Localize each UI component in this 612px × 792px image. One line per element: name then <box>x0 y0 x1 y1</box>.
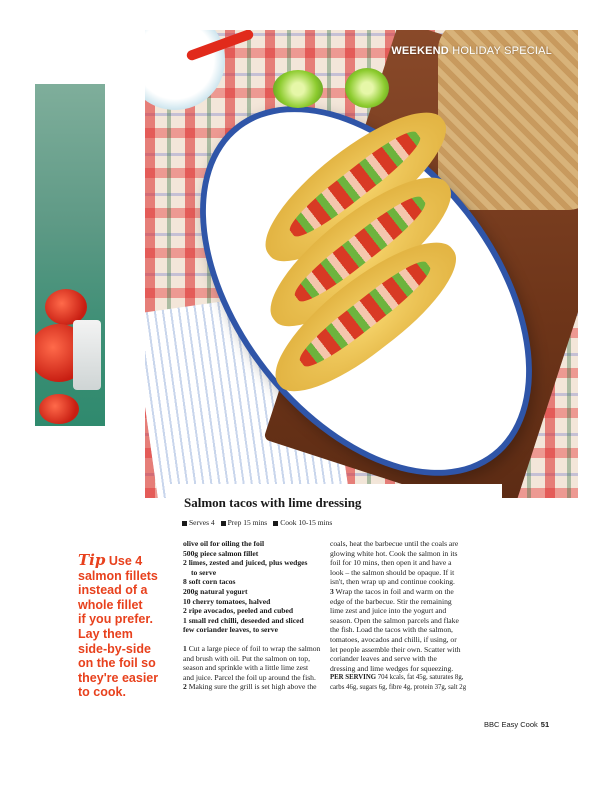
nutrition-line <box>330 683 495 693</box>
method-text: Making sure the grill is set high above the <box>186 682 317 692</box>
tip-line: they're easier <box>78 670 159 685</box>
method-line <box>330 664 495 674</box>
lime-wedge-image <box>273 70 323 108</box>
meta-item <box>221 518 268 527</box>
meta-item <box>182 518 215 527</box>
method-line <box>183 654 335 664</box>
recipe-column-left <box>183 539 335 692</box>
ingredient-line: olive oil for oiling the foil <box>183 539 265 548</box>
method-line <box>330 568 495 578</box>
tomato-image <box>39 394 79 424</box>
method-line <box>330 606 495 616</box>
method-text: and brush with oil. Put the salmon on top, <box>183 653 310 663</box>
method-text: dressing and lime wedges for squeezing. <box>330 663 454 673</box>
meta-serves: Serves 4 <box>189 518 215 527</box>
method-line <box>330 645 495 655</box>
ingredient-line: 200g natural yogurt <box>183 586 248 596</box>
method-line <box>330 654 495 664</box>
per-serving-label: PER SERVING <box>330 674 377 682</box>
ingredient-line: 500g piece salmon fillet <box>183 548 259 558</box>
meta-item <box>273 518 332 527</box>
basket-image <box>438 30 578 210</box>
masthead-bold: WEEKEND <box>391 45 449 57</box>
method-text: edge of the barbecue. Stir the remaining <box>330 596 452 606</box>
method-text: and juice. Parcel the foil up around the fish. <box>183 672 316 682</box>
tip-line: if you prefer. <box>78 612 154 627</box>
tip-line: Lay them <box>78 626 133 641</box>
bullet-square-icon <box>182 521 187 526</box>
tip-line: instead of a <box>78 583 148 598</box>
ingredient-line: 10 cherry tomatoes, halved <box>183 596 271 606</box>
method-text: glowing white hot. Cook the salmon in its <box>330 548 458 558</box>
step-number: 1 <box>183 643 187 653</box>
method-text: isn't, then wrap up and continue cooking. <box>330 577 455 587</box>
masthead-rest: HOLIDAY SPECIAL <box>448 45 552 57</box>
page-number: 51 <box>540 720 550 729</box>
meta-cook: Cook 10-15 mins <box>280 518 333 527</box>
lime-wedge-image <box>345 68 389 108</box>
method-text: lime zest and juice into the yogurt and <box>330 606 447 616</box>
method-line <box>330 587 495 597</box>
recipe-panel <box>168 484 502 724</box>
method-text: season and sprinkle with a little lime zest <box>183 663 309 673</box>
step-number: 2 <box>183 682 187 692</box>
method-line <box>330 539 495 549</box>
recipe-meta <box>182 518 332 527</box>
method-text: Wrap the tacos in foil and warm on the <box>333 586 454 596</box>
method-text: coriander leaves and serve with the <box>330 654 437 664</box>
method-text: the fish. Load the tacos with the salmon, <box>330 625 453 635</box>
method-text: season. Open the salmon parcels and flake <box>330 615 459 625</box>
method-line <box>183 644 335 654</box>
tip-line: side-by-side <box>78 641 151 656</box>
method-text: tomatoes, avocados and chilli, if using, or <box>330 634 457 644</box>
tip-line: on the foil so <box>78 656 156 671</box>
method-line <box>330 597 495 607</box>
method-text: look – the salmon should be opaque. If it <box>330 567 455 577</box>
tip-line: salmon fillets <box>78 568 158 583</box>
method-line <box>330 635 495 645</box>
publication-name: BBC Easy Cook <box>484 720 538 729</box>
method-line <box>330 577 495 587</box>
tip-box <box>78 553 168 700</box>
ingredient-line: 2 ripe avocados, peeled and cubed <box>183 606 294 616</box>
method-line <box>330 558 495 568</box>
tip-label: Tip <box>78 551 106 569</box>
ingredient-line: to serve <box>191 567 217 577</box>
tip-line: to cook. <box>78 685 126 700</box>
tip-line: Use 4 <box>108 554 143 568</box>
page-footer <box>484 720 549 729</box>
tip-line: whole fillet <box>78 597 143 612</box>
method-text: coals, heat the barbecue until the coals are <box>330 539 459 548</box>
recipe-column-right <box>330 539 495 693</box>
salt-shaker-image <box>73 320 101 390</box>
method-line <box>330 549 495 559</box>
bullet-square-icon <box>221 521 226 526</box>
ingredient-line: 2 limes, zested and juiced, plus wedges <box>183 558 308 568</box>
side-photo <box>35 84 105 426</box>
step-number: 3 <box>330 586 334 596</box>
nutrition-text: 704 kcals, fat 45g, saturates 8g, <box>376 674 464 682</box>
recipe-title: Salmon tacos with lime dressing <box>184 495 362 510</box>
method-line <box>183 673 335 683</box>
ingredient-line: 1 small red chilli, deseeded and sliced <box>183 615 304 625</box>
method-text: foil for 10 mins, then open it and have a <box>330 558 452 568</box>
ingredient-line: few coriander leaves, to serve <box>183 625 278 635</box>
meta-prep: Prep 15 mins <box>227 518 268 527</box>
section-masthead <box>391 45 552 57</box>
bullet-square-icon <box>273 521 278 526</box>
method-line <box>330 625 495 635</box>
nutrition-text: carbs 46g, sugars 6g, fibre 4g, protein 37g, salt 2g <box>330 683 467 691</box>
method-text: let people assemble their own. Scatter with <box>330 644 461 654</box>
method-line <box>183 663 335 673</box>
salmon-tacos-photo <box>145 30 578 498</box>
ingredient-line: 8 soft corn tacos <box>183 577 236 587</box>
nutrition-line <box>330 673 495 683</box>
method-line <box>183 682 335 692</box>
method-line <box>330 616 495 626</box>
method-text: Cut a large piece of foil to wrap the salmon <box>186 643 321 653</box>
